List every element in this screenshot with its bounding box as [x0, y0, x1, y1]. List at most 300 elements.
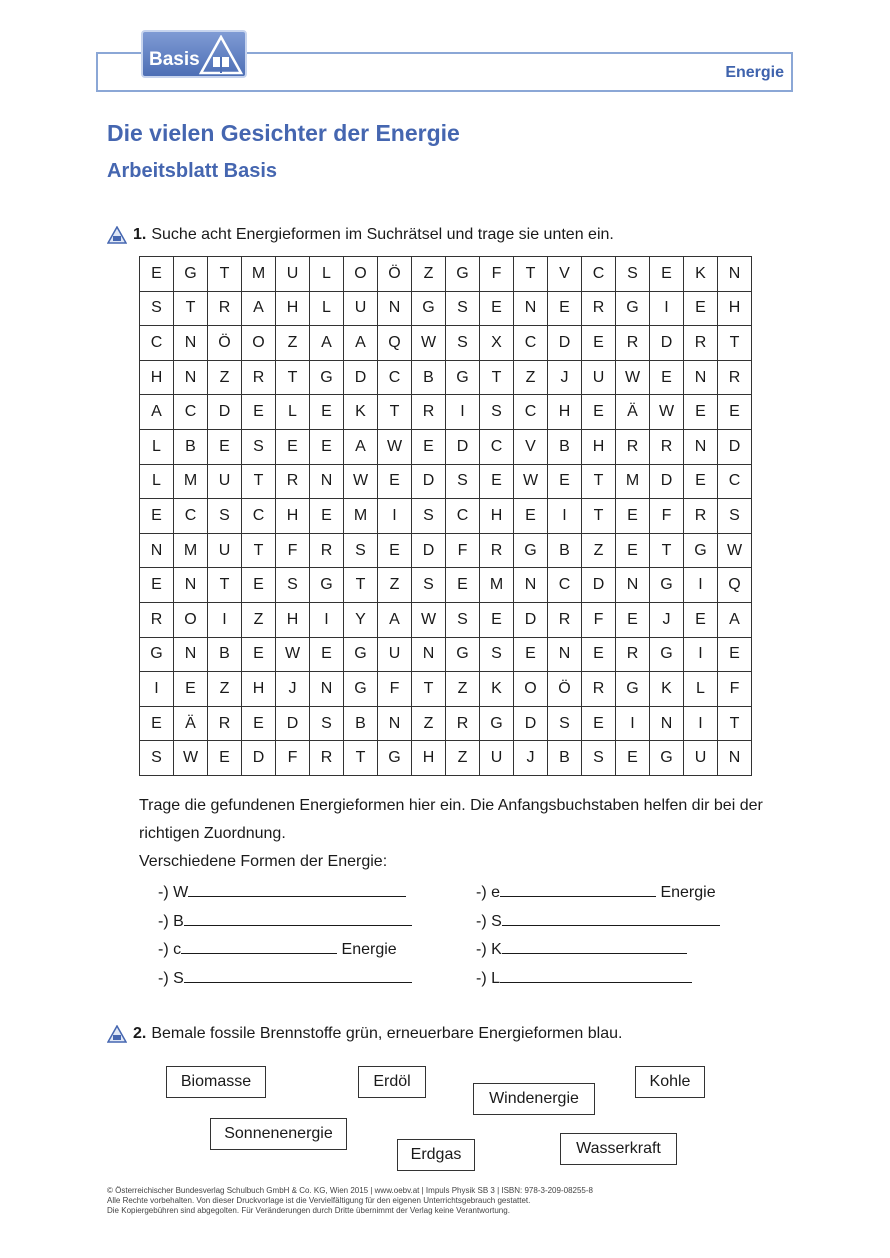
grid-cell[interactable]: N [548, 637, 582, 672]
grid-cell[interactable]: G [378, 741, 412, 776]
grid-cell[interactable]: M [344, 499, 378, 534]
grid-cell[interactable]: T [650, 533, 684, 568]
grid-cell[interactable]: E [480, 291, 514, 326]
grid-cell[interactable]: R [140, 602, 174, 637]
grid-cell[interactable]: U [582, 360, 616, 395]
grid-cell[interactable]: D [208, 395, 242, 430]
grid-cell[interactable]: I [684, 568, 718, 603]
grid-cell[interactable]: H [480, 499, 514, 534]
grid-cell[interactable]: G [446, 257, 480, 292]
grid-cell[interactable]: R [684, 326, 718, 361]
grid-cell[interactable]: T [242, 533, 276, 568]
grid-cell[interactable]: T [242, 464, 276, 499]
grid-cell[interactable]: E [514, 637, 548, 672]
grid-cell[interactable]: C [582, 257, 616, 292]
grid-cell[interactable]: S [242, 429, 276, 464]
grid-cell[interactable]: A [242, 291, 276, 326]
grid-cell[interactable]: G [616, 672, 650, 707]
grid-cell[interactable]: U [684, 741, 718, 776]
grid-cell[interactable]: L [276, 395, 310, 430]
grid-cell[interactable]: C [378, 360, 412, 395]
grid-cell[interactable]: R [582, 291, 616, 326]
grid-cell[interactable]: E [684, 291, 718, 326]
task-2-number: 2. [133, 1025, 147, 1042]
grid-cell[interactable]: T [174, 291, 208, 326]
grid-cell[interactable]: Q [378, 326, 412, 361]
grid-cell[interactable]: G [684, 533, 718, 568]
footer-line-1: © Österreichischer Bundesverlag Schulbuch GmbH & Co. KG, Wien 2015 | www.oebv.at | Impuls Physik SB 3 | ISBN: 978-3-209-08255-8 [107, 1186, 593, 1195]
grid-cell[interactable]: E [480, 602, 514, 637]
grid-cell[interactable]: E [684, 395, 718, 430]
grid-cell[interactable]: B [208, 637, 242, 672]
grid-cell[interactable]: M [616, 464, 650, 499]
grid-cell[interactable]: R [208, 291, 242, 326]
grid-cell[interactable]: N [514, 291, 548, 326]
fill-in-prefix: -) W [158, 884, 189, 901]
grid-cell[interactable]: N [378, 291, 412, 326]
grid-cell[interactable]: M [174, 464, 208, 499]
grid-cell[interactable]: G [412, 291, 446, 326]
grid-cell[interactable]: E [208, 429, 242, 464]
grid-cell[interactable]: C [174, 499, 208, 534]
grid-cell[interactable]: O [344, 257, 378, 292]
grid-cell[interactable]: T [344, 568, 378, 603]
grid-cell[interactable]: S [548, 706, 582, 741]
grid-cell[interactable]: F [718, 672, 752, 707]
grid-cell[interactable]: H [412, 741, 446, 776]
grid-cell[interactable]: F [276, 741, 310, 776]
task-1 [107, 226, 614, 244]
grid-cell[interactable]: D [718, 429, 752, 464]
grid-cell[interactable]: N [684, 429, 718, 464]
grid-cell[interactable]: W [174, 741, 208, 776]
grid-cell[interactable]: C [242, 499, 276, 534]
grid-cell[interactable]: F [650, 499, 684, 534]
grid-cell[interactable]: N [412, 637, 446, 672]
grid-cell[interactable]: Z [412, 257, 446, 292]
fill-in-left-4[interactable] [158, 968, 412, 988]
grid-cell[interactable]: R [582, 672, 616, 707]
grid-cell[interactable]: I [548, 499, 582, 534]
grid-cell[interactable]: Z [582, 533, 616, 568]
grid-cell[interactable]: E [616, 499, 650, 534]
grid-cell[interactable]: R [616, 429, 650, 464]
fill-in-prefix: -) B [158, 913, 184, 930]
grid-cell[interactable]: S [616, 257, 650, 292]
grid-cell[interactable]: E [548, 464, 582, 499]
grid-cell[interactable]: E [378, 533, 412, 568]
grid-cell[interactable]: A [310, 326, 344, 361]
grid-cell[interactable]: Z [412, 706, 446, 741]
fill-in-left-3[interactable] [158, 939, 397, 959]
grid-cell[interactable]: Z [378, 568, 412, 603]
grid-cell[interactable]: A [378, 602, 412, 637]
grid-cell[interactable]: G [650, 741, 684, 776]
grid-cell[interactable]: D [412, 533, 446, 568]
grid-cell[interactable]: E [378, 464, 412, 499]
fill-in-right-2[interactable] [476, 911, 720, 931]
grid-cell[interactable]: W [514, 464, 548, 499]
grid-cell[interactable]: I [650, 291, 684, 326]
grid-cell[interactable]: N [174, 637, 208, 672]
grid-cell[interactable]: I [616, 706, 650, 741]
grid-cell[interactable]: E [548, 291, 582, 326]
grid-cell[interactable]: L [140, 429, 174, 464]
grid-cell[interactable]: W [616, 360, 650, 395]
grid-cell[interactable]: R [616, 637, 650, 672]
grid-cell[interactable]: G [650, 568, 684, 603]
grid-cell[interactable]: B [174, 429, 208, 464]
grid-cell[interactable]: B [548, 429, 582, 464]
grid-cell[interactable]: K [684, 257, 718, 292]
grid-cell[interactable]: J [514, 741, 548, 776]
grid-cell[interactable]: E [616, 602, 650, 637]
grid-cell[interactable]: R [412, 395, 446, 430]
card-biomasse[interactable]: Biomasse [166, 1066, 266, 1098]
grid-cell[interactable]: D [412, 464, 446, 499]
grid-cell[interactable]: S [140, 741, 174, 776]
grid-cell[interactable]: K [650, 672, 684, 707]
fill-in-suffix: Energie [337, 941, 397, 958]
grid-cell[interactable]: Z [446, 741, 480, 776]
grid-cell[interactable]: N [514, 568, 548, 603]
grid-cell[interactable]: L [310, 291, 344, 326]
grid-cell[interactable]: T [276, 360, 310, 395]
grid-cell[interactable]: C [480, 429, 514, 464]
grid-cell[interactable]: S [446, 326, 480, 361]
grid-cell[interactable]: T [718, 326, 752, 361]
grid-cell[interactable]: Y [344, 602, 378, 637]
card-sonnenenergie[interactable]: Sonnenenergie [210, 1118, 347, 1150]
grid-cell[interactable]: B [412, 360, 446, 395]
grid-cell[interactable]: A [344, 429, 378, 464]
grid-cell[interactable]: E [582, 706, 616, 741]
grid-cell[interactable]: G [480, 706, 514, 741]
grid-cell[interactable]: T [718, 706, 752, 741]
grid-cell[interactable]: W [344, 464, 378, 499]
grid-cell[interactable]: H [548, 395, 582, 430]
grid-cell[interactable]: F [378, 672, 412, 707]
grid-cell[interactable]: X [480, 326, 514, 361]
grid-cell[interactable]: C [446, 499, 480, 534]
fill-in-left-1[interactable] [158, 882, 406, 902]
grid-cell[interactable]: E [242, 568, 276, 603]
grid-cell[interactable]: I [140, 672, 174, 707]
grid-cell[interactable]: R [276, 464, 310, 499]
grid-cell[interactable]: N [174, 326, 208, 361]
grid-cell[interactable]: F [480, 257, 514, 292]
grid-cell[interactable]: S [446, 464, 480, 499]
grid-cell[interactable]: C [514, 395, 548, 430]
grid-cell[interactable]: S [140, 291, 174, 326]
grid-cell[interactable]: I [446, 395, 480, 430]
grid-cell[interactable]: D [650, 464, 684, 499]
grid-cell[interactable]: E [174, 672, 208, 707]
grid-cell[interactable]: G [344, 637, 378, 672]
grid-cell[interactable]: N [650, 706, 684, 741]
fill-in-right-1[interactable] [476, 882, 716, 902]
grid-cell[interactable]: T [582, 464, 616, 499]
grid-cell[interactable]: T [378, 395, 412, 430]
grid-cell[interactable]: H [718, 291, 752, 326]
grid-cell[interactable]: T [514, 257, 548, 292]
grid-cell[interactable]: E [616, 741, 650, 776]
grid-cell[interactable]: G [514, 533, 548, 568]
grid-cell[interactable]: S [310, 706, 344, 741]
grid-cell[interactable]: G [310, 568, 344, 603]
grid-cell[interactable]: S [446, 291, 480, 326]
grid-cell[interactable]: D [582, 568, 616, 603]
grid-cell[interactable]: H [242, 672, 276, 707]
grid-cell[interactable]: E [242, 706, 276, 741]
grid-cell[interactable]: R [684, 499, 718, 534]
grid-cell[interactable]: U [276, 257, 310, 292]
grid-cell[interactable]: T [582, 499, 616, 534]
grid-cell[interactable]: J [650, 602, 684, 637]
grid-cell[interactable]: U [344, 291, 378, 326]
grid-cell[interactable]: D [242, 741, 276, 776]
grid-cell[interactable]: F [582, 602, 616, 637]
grid-cell[interactable]: E [412, 429, 446, 464]
grid-cell[interactable]: W [276, 637, 310, 672]
grid-cell[interactable]: M [480, 568, 514, 603]
grid-cell[interactable]: D [446, 429, 480, 464]
grid-cell[interactable]: W [718, 533, 752, 568]
grid-cell[interactable]: W [650, 395, 684, 430]
grid-cell[interactable]: E [242, 395, 276, 430]
grid-cell[interactable]: B [344, 706, 378, 741]
grid-row [140, 395, 752, 430]
grid-cell[interactable]: H [582, 429, 616, 464]
grid-cell[interactable]: E [616, 533, 650, 568]
grid-cell[interactable]: E [718, 395, 752, 430]
card-kohle[interactable]: Kohle [635, 1066, 705, 1098]
grid-cell[interactable]: Q [718, 568, 752, 603]
grid-cell[interactable]: R [310, 533, 344, 568]
grid-cell[interactable]: S [344, 533, 378, 568]
grid-cell[interactable]: N [616, 568, 650, 603]
grid-cell[interactable]: Z [446, 672, 480, 707]
grid-cell[interactable]: S [412, 499, 446, 534]
grid-cell[interactable]: Z [514, 360, 548, 395]
grid-cell[interactable]: A [344, 326, 378, 361]
grid-cell[interactable]: U [208, 464, 242, 499]
grid-cell[interactable]: J [276, 672, 310, 707]
grid-cell[interactable]: D [514, 602, 548, 637]
grid-cell[interactable]: G [174, 257, 208, 292]
grid-cell[interactable]: C [718, 464, 752, 499]
grid-cell[interactable]: S [276, 568, 310, 603]
grid-cell[interactable]: N [310, 464, 344, 499]
card-wasserkraft[interactable]: Wasserkraft [560, 1133, 677, 1165]
grid-cell[interactable]: N [174, 568, 208, 603]
grid-cell[interactable]: G [310, 360, 344, 395]
grid-cell[interactable]: S [208, 499, 242, 534]
grid-cell[interactable]: R [310, 741, 344, 776]
grid-cell[interactable]: O [174, 602, 208, 637]
grid-cell[interactable]: E [208, 741, 242, 776]
grid-cell[interactable]: A [718, 602, 752, 637]
grid-cell[interactable]: Ö [208, 326, 242, 361]
grid-cell[interactable]: U [480, 741, 514, 776]
grid-cell[interactable]: S [480, 637, 514, 672]
fill-in-right-3[interactable] [476, 939, 687, 959]
grid-cell[interactable]: G [344, 672, 378, 707]
grid-cell[interactable]: G [616, 291, 650, 326]
grid-cell[interactable]: Ö [548, 672, 582, 707]
grid-cell[interactable]: E [310, 395, 344, 430]
grid-cell[interactable]: H [276, 499, 310, 534]
grid-cell[interactable]: L [310, 257, 344, 292]
grid-cell[interactable]: E [480, 464, 514, 499]
grid-cell[interactable]: U [378, 637, 412, 672]
grid-cell[interactable]: R [650, 429, 684, 464]
grid-cell[interactable]: L [140, 464, 174, 499]
grid-cell[interactable]: M [174, 533, 208, 568]
grid-cell[interactable]: E [310, 429, 344, 464]
grid-cell[interactable]: I [684, 637, 718, 672]
grid-cell[interactable]: W [378, 429, 412, 464]
grid-cell[interactable]: E [446, 568, 480, 603]
grid-cell[interactable]: D [276, 706, 310, 741]
grid-cell[interactable]: D [344, 360, 378, 395]
grid-row [140, 706, 752, 741]
grid-cell[interactable]: G [140, 637, 174, 672]
grid-cell[interactable]: Ö [378, 257, 412, 292]
grid-cell[interactable]: R [718, 360, 752, 395]
pyramid-logo-icon [199, 35, 243, 75]
grid-cell[interactable]: C [548, 568, 582, 603]
grid-cell[interactable]: E [310, 637, 344, 672]
grid-cell[interactable]: I [310, 602, 344, 637]
grid-cell[interactable]: O [514, 672, 548, 707]
grid-cell[interactable]: T [208, 568, 242, 603]
grid-cell[interactable]: E [650, 360, 684, 395]
grid-cell[interactable]: E [276, 429, 310, 464]
fill-in-left-2[interactable] [158, 911, 412, 931]
grid-cell[interactable]: H [276, 602, 310, 637]
grid-cell[interactable]: E [684, 602, 718, 637]
grid-cell[interactable]: N [718, 257, 752, 292]
grid-cell[interactable]: E [684, 464, 718, 499]
grid-cell[interactable]: V [514, 429, 548, 464]
grid-cell[interactable]: G [650, 637, 684, 672]
grid-cell[interactable]: T [480, 360, 514, 395]
grid-cell[interactable]: I [378, 499, 412, 534]
grid-cell[interactable]: I [684, 706, 718, 741]
grid-cell[interactable]: E [650, 257, 684, 292]
grid-cell[interactable]: N [140, 533, 174, 568]
grid-cell[interactable]: Ä [174, 706, 208, 741]
grid-cell[interactable]: Ä [616, 395, 650, 430]
grid-cell[interactable]: O [242, 326, 276, 361]
grid-cell[interactable]: T [344, 741, 378, 776]
fill-in-right-4[interactable] [476, 968, 692, 988]
basis-logo [141, 30, 247, 78]
word-search-grid [139, 256, 752, 776]
grid-cell[interactable]: S [480, 395, 514, 430]
grid-cell[interactable]: J [548, 360, 582, 395]
card-erdoel[interactable]: Erdöl [358, 1066, 426, 1098]
grid-cell[interactable]: V [548, 257, 582, 292]
card-erdgas[interactable]: Erdgas [397, 1139, 475, 1171]
grid-cell[interactable]: N [378, 706, 412, 741]
grid-cell[interactable]: C [174, 395, 208, 430]
grid-cell[interactable]: S [446, 602, 480, 637]
grid-cell[interactable]: G [446, 637, 480, 672]
grid-cell[interactable]: N [684, 360, 718, 395]
grid-cell[interactable]: N [718, 741, 752, 776]
grid-cell[interactable]: T [208, 257, 242, 292]
grid-cell[interactable]: D [650, 326, 684, 361]
fill-in-prefix: -) c [158, 941, 182, 958]
grid-cell[interactable]: E [242, 637, 276, 672]
grid-row [140, 533, 752, 568]
grid-cell[interactable]: Z [276, 326, 310, 361]
grid-cell[interactable]: E [514, 499, 548, 534]
grid-cell[interactable]: E [310, 499, 344, 534]
grid-cell[interactable]: E [140, 706, 174, 741]
grid-cell[interactable]: B [548, 741, 582, 776]
grid-cell[interactable]: W [412, 326, 446, 361]
pyramid-task-icon [107, 226, 127, 244]
grid-cell[interactable]: R [616, 326, 650, 361]
grid-cell[interactable]: Z [242, 602, 276, 637]
grid-cell[interactable]: E [582, 637, 616, 672]
grid-cell[interactable]: C [514, 326, 548, 361]
fill-in-prefix: -) S [158, 970, 184, 987]
grid-cell[interactable]: N [310, 672, 344, 707]
grid-cell[interactable]: M [242, 257, 276, 292]
grid-cell[interactable]: K [480, 672, 514, 707]
grid-cell[interactable]: R [242, 360, 276, 395]
grid-cell[interactable]: N [174, 360, 208, 395]
grid-cell[interactable]: R [208, 706, 242, 741]
grid-cell[interactable]: R [480, 533, 514, 568]
grid-cell[interactable]: E [718, 637, 752, 672]
grid-cell[interactable]: F [446, 533, 480, 568]
grid-cell[interactable]: E [140, 568, 174, 603]
grid-cell[interactable]: G [446, 360, 480, 395]
grid-cell[interactable]: A [140, 395, 174, 430]
grid-cell[interactable]: H [140, 360, 174, 395]
grid-cell[interactable]: T [412, 672, 446, 707]
grid-cell[interactable]: I [208, 602, 242, 637]
grid-cell[interactable]: D [514, 706, 548, 741]
grid-cell[interactable]: C [140, 326, 174, 361]
grid-cell[interactable]: R [548, 602, 582, 637]
grid-cell[interactable]: W [412, 602, 446, 637]
grid-cell[interactable]: K [344, 395, 378, 430]
grid-cell[interactable]: H [276, 291, 310, 326]
grid-cell[interactable]: E [140, 499, 174, 534]
grid-cell[interactable]: R [446, 706, 480, 741]
card-windenergie[interactable]: Windenergie [473, 1083, 595, 1115]
grid-cell[interactable]: S [718, 499, 752, 534]
grid-cell[interactable]: F [276, 533, 310, 568]
grid-cell[interactable]: E [582, 395, 616, 430]
grid-cell[interactable]: S [582, 741, 616, 776]
grid-cell[interactable]: Z [208, 672, 242, 707]
grid-cell[interactable]: E [582, 326, 616, 361]
grid-cell[interactable]: S [412, 568, 446, 603]
grid-cell[interactable]: Z [208, 360, 242, 395]
grid-cell[interactable]: U [208, 533, 242, 568]
grid-cell[interactable]: E [140, 257, 174, 292]
grid-cell[interactable]: D [548, 326, 582, 361]
grid-cell[interactable]: L [684, 672, 718, 707]
grid-cell[interactable]: B [548, 533, 582, 568]
